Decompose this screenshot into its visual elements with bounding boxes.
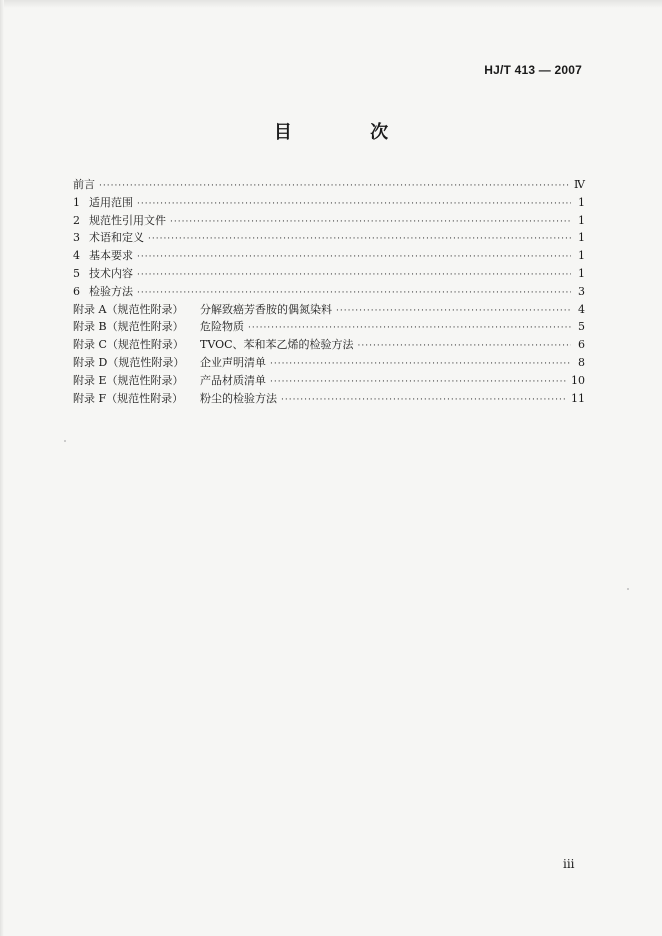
dot-leader: [137, 270, 571, 280]
toc-entry-page: 3: [578, 284, 585, 298]
toc-entry-page: 1: [578, 249, 585, 263]
toc-entry-foreword[interactable]: [73, 176, 585, 194]
scan-speck: [627, 588, 629, 590]
toc-annex-c[interactable]: [73, 336, 585, 354]
toc-annex-f[interactable]: [73, 390, 585, 408]
scan-edge-top: [0, 0, 662, 8]
toc-entry-title: 规范性引用文件: [89, 213, 166, 227]
toc-entry-number: 1: [73, 195, 80, 209]
dot-leader: [137, 252, 571, 262]
toc-annex-page: 10: [571, 373, 585, 387]
toc-annex-label: 附录 F（规范性附录）: [73, 391, 184, 405]
toc-entry-page: 1: [578, 195, 585, 209]
toc-annex-title: 企业声明清单: [200, 355, 266, 369]
toc-entry-title: 术语和定义: [89, 231, 144, 245]
toc-annex-e[interactable]: [73, 372, 585, 390]
scan-speck: [64, 440, 66, 442]
toc-entry-title: 检验方法: [89, 284, 133, 298]
dot-leader: [148, 234, 571, 244]
toc-entry-title: 前言: [73, 178, 95, 191]
dot-leader: [270, 359, 571, 369]
toc-entry-page: 1: [578, 266, 585, 280]
toc-annex-page: 5: [578, 320, 585, 334]
toc-entry-title: 技术内容: [89, 266, 133, 280]
table-of-contents: [73, 176, 585, 407]
toc-annex-title: TVOC、苯和苯乙烯的检验方法: [200, 338, 354, 352]
toc-annex-title: 粉尘的检验方法: [200, 391, 277, 405]
toc-annex-label: 附录 A（规范性附录）: [73, 302, 184, 316]
dot-leader: [99, 181, 570, 191]
dot-leader: [170, 217, 571, 227]
toc-entry-page: Ⅳ: [574, 178, 585, 191]
toc-entry-title: 适用范围: [89, 195, 133, 209]
toc-annex-a[interactable]: [73, 301, 585, 319]
dot-leader: [137, 288, 571, 298]
toc-annex-d[interactable]: [73, 354, 585, 372]
toc-entry-1[interactable]: [73, 194, 585, 212]
toc-annex-label: 附录 B（规范性附录）: [73, 320, 184, 334]
dot-leader: [248, 323, 571, 333]
toc-annex-title: 产品材质清单: [200, 373, 266, 387]
toc-annex-title: 分解致癌芳香胺的偶氮染料: [200, 302, 332, 316]
toc-entry-2[interactable]: [73, 212, 585, 230]
page-number: iii: [563, 857, 575, 871]
dot-leader: [358, 341, 571, 351]
toc-entry-3[interactable]: [73, 229, 585, 247]
toc-entry-4[interactable]: [73, 247, 585, 265]
toc-annex-label: 附录 C（规范性附录）: [73, 338, 184, 352]
toc-entry-number: 4: [73, 249, 80, 263]
toc-annex-title: 危险物质: [200, 320, 244, 334]
toc-annex-page: 4: [578, 302, 585, 316]
toc-entry-6[interactable]: [73, 283, 585, 301]
toc-entry-number: 2: [73, 213, 80, 227]
toc-annex-b[interactable]: [73, 318, 585, 336]
toc-annex-label: 附录 E（规范性附录）: [73, 373, 184, 387]
toc-entry-number: 5: [73, 266, 80, 280]
toc-entry-number: 6: [73, 284, 80, 298]
toc-entry-page: 1: [578, 231, 585, 245]
toc-annex-page: 8: [578, 355, 585, 369]
dot-leader: [336, 306, 571, 316]
document-code: HJ/T 413 — 2007: [484, 63, 582, 77]
toc-entry-page: 1: [578, 213, 585, 227]
toc-title: 目 次: [273, 122, 425, 143]
dot-leader: [137, 199, 571, 209]
toc-entry-5[interactable]: [73, 265, 585, 283]
toc-annex-page: 6: [578, 338, 585, 352]
dot-leader: [281, 395, 567, 405]
toc-annex-label: 附录 D（规范性附录）: [73, 355, 185, 369]
toc-entry-number: 3: [73, 231, 80, 245]
toc-entry-title: 基本要求: [89, 249, 133, 263]
dot-leader: [270, 377, 567, 387]
toc-annex-page: 11: [571, 391, 585, 405]
